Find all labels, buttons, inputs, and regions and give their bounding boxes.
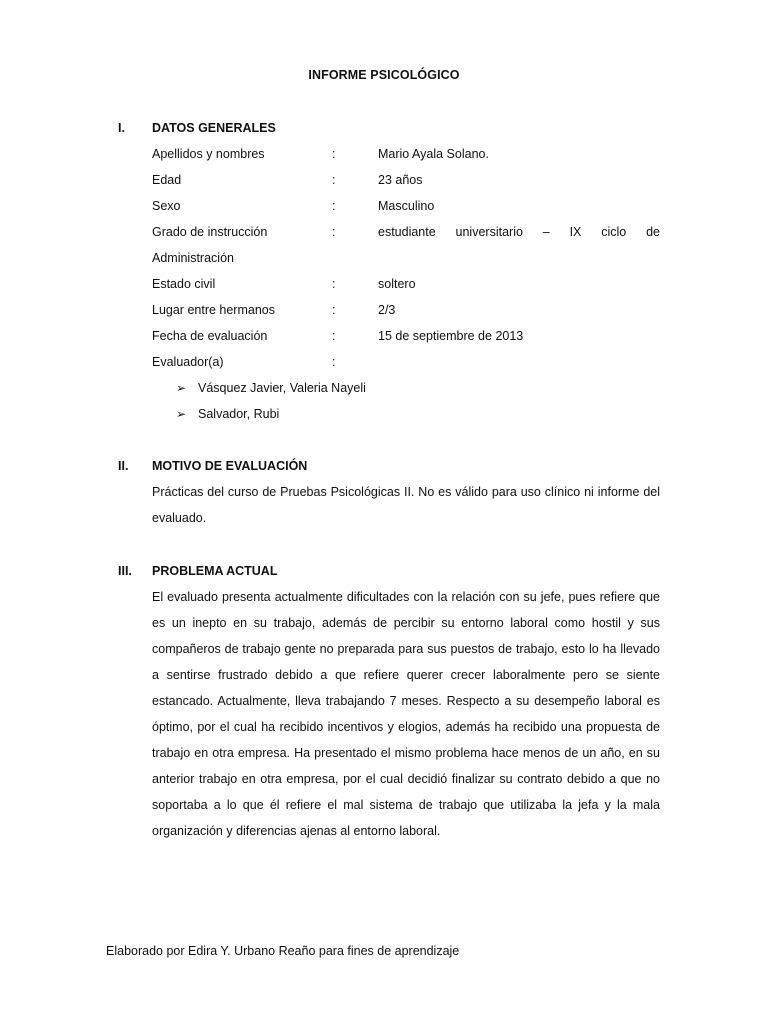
- field-colon: :: [332, 329, 336, 343]
- paragraph-line: organización y diferencias ajenas al entorno laboral.: [152, 824, 441, 838]
- field-label: Lugar entre hermanos: [152, 303, 275, 317]
- field-row-nombres: [152, 147, 660, 165]
- field-value: 15 de septiembre de 2013: [378, 329, 524, 343]
- field-row-evaluador: [152, 355, 660, 373]
- field-value: 23 años: [378, 173, 423, 187]
- paragraph-line: estancado. Actualmente, lleva trabajando 7 meses. Respecto a su desempeño laboral es: [152, 694, 660, 708]
- field-colon: :: [332, 147, 336, 161]
- paragraph-line: evaluado.: [152, 511, 207, 525]
- evaluator-name: Vásquez Javier, Valeria Nayeli: [198, 381, 366, 395]
- field-row-grado: [152, 225, 660, 243]
- footer-credit: Elaborado por Edira Y. Urbano Reaño para fines de aprendizaje: [106, 944, 460, 958]
- grado-word: estudiante: [378, 225, 436, 239]
- grado-word: IX: [569, 225, 582, 239]
- field-value: 2/3: [378, 303, 396, 317]
- grado-word: –: [542, 225, 550, 239]
- paragraph-line: Prácticas del curso de Pruebas Psicológicas II. No es válido para uso clínico ni informe del: [152, 485, 660, 499]
- document-title: INFORME PSICOLÓGICO: [308, 68, 460, 82]
- evaluator-item: [176, 407, 279, 421]
- field-colon: :: [332, 303, 336, 317]
- field-colon: :: [332, 173, 336, 187]
- section-1-number: I.: [118, 121, 125, 135]
- field-row-estado-civil: [152, 277, 660, 295]
- field-colon: :: [332, 225, 336, 239]
- field-row-fecha: [152, 329, 660, 347]
- evaluator-item: [176, 381, 366, 395]
- field-label: Evaluador(a): [152, 355, 224, 369]
- grado-word: ciclo: [601, 225, 627, 239]
- paragraph-line: óptimo, por el cual ha recibido incentivos y elogios, además ha recibido una propuesta de: [152, 720, 660, 734]
- motivo-paragraph: [152, 479, 660, 531]
- arrow-bullet-icon: ➢: [176, 407, 187, 421]
- field-row-edad: [152, 173, 660, 191]
- paragraph-line: compañeros de trabajo gente no preparada para sus puestos de trabajo, esto lo ha llevado: [152, 642, 660, 656]
- section-2-number: II.: [118, 459, 129, 473]
- paragraph-line: soportaba a lo que él refiere el mal sistema de trabajo que utilizaba la jefa y la mala: [152, 798, 660, 812]
- section-1-heading: DATOS GENERALES: [152, 121, 276, 135]
- section-2-heading: MOTIVO DE EVALUACIÓN: [152, 459, 308, 473]
- grado-continuation: Administración: [152, 251, 234, 265]
- field-label: Estado civil: [152, 277, 216, 291]
- field-colon: :: [332, 355, 336, 369]
- grado-word: universitario: [455, 225, 523, 239]
- field-value: [378, 225, 660, 239]
- arrow-bullet-icon: ➢: [176, 381, 187, 395]
- field-colon: :: [332, 199, 336, 213]
- paragraph-line: trabajo en otra empresa. Ha presentado el mismo problema hace menos de un año, en su: [152, 746, 660, 760]
- paragraph-line: anterior trabajo en otra empresa, por el cual decidió finalizar su contrato debido a que no: [152, 772, 660, 786]
- paragraph-line: El evaluado presenta actualmente dificultades con la relación con su jefe, pues refiere que: [152, 590, 660, 604]
- field-row-sexo: [152, 199, 660, 217]
- section-3-heading: PROBLEMA ACTUAL: [152, 564, 278, 578]
- section-3-number: III.: [118, 564, 132, 578]
- field-value: Mario Ayala Solano.: [378, 147, 489, 161]
- field-label: Grado de instrucción: [152, 225, 268, 239]
- field-label: Apellidos y nombres: [152, 147, 265, 161]
- paragraph-line: es un inepto en su trabajo, además de percibir su entorno laboral como hostil y sus: [152, 616, 660, 630]
- field-label: Edad: [152, 173, 182, 187]
- field-colon: :: [332, 277, 336, 291]
- field-row-lugar-hermanos: [152, 303, 660, 321]
- field-value: soltero: [378, 277, 416, 291]
- field-label: Fecha de evaluación: [152, 329, 268, 343]
- field-label: Sexo: [152, 199, 181, 213]
- paragraph-line: a sentirse frustrado debido a que refiere querer crecer laboralmente pero se siente: [152, 668, 660, 682]
- evaluator-name: Salvador, Rubi: [198, 407, 280, 421]
- grado-word: de: [646, 225, 660, 239]
- field-value: Masculino: [378, 199, 435, 213]
- problema-paragraph: [152, 584, 660, 844]
